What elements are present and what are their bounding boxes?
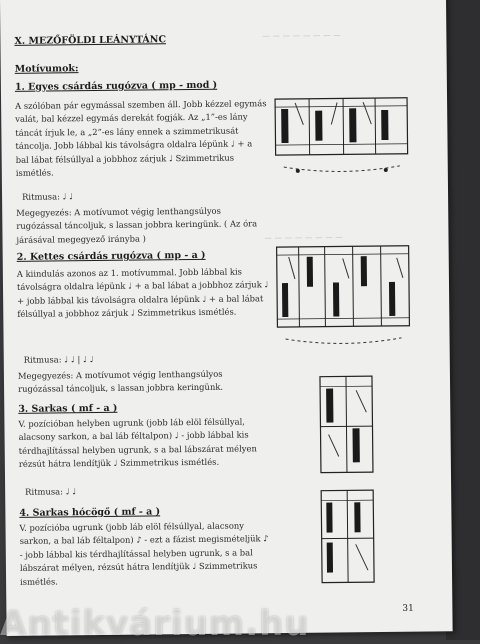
section-2-note: Megegyezés: A motívumot végig lenthangsúlyos rugózással táncoljuk, s lassan jobbra keringünk. (17, 368, 224, 395)
dance-notation-figure-1 (271, 94, 412, 185)
dance-notation-figure-2 (273, 242, 414, 355)
bleed-through-text: — — — — — — — — (262, 30, 341, 41)
section-1-heading: 1. Egyes csárdás rugózva ( mp - mod ) (14, 79, 218, 93)
section-2-heading: 2. Kettes csárdás rugózva ( mp - a ) (16, 249, 206, 263)
dance-notation-figure-3 (316, 372, 377, 477)
section-2-body: A kiindulás azonos az 1. motívummal. Jobb lábbal kis távolságra oldalra lépünk ♩ + a bal lábat a jobbhoz zárjuk ♩ + jobb lábbal kis távolságra oldalra lépünk ♩ + a bal lábat félsúllyal a jobbhoz zárjuk ♩ Szimmetrikus ismétlés. (16, 266, 269, 320)
section-1-body: A szólóban pár egymással szemben áll. Jobb kézzel egymás valát, bal kézzel egymás derekát fogják. Az „1”-es lány táncát írjuk le, a „2”-es lány ennek a szimmetrikusát táncolja. Jobb lábbal kis távolságra oldalra lépünk ♩ + a bal lábat félsúllyal a jobbhoz zárjuk ♩ Szimmetrikus ismétlés. (15, 98, 267, 178)
section-3-heading: 3. Sarkas ( mf - a ) (18, 402, 118, 415)
section-2-rhythm: Ritmusa: ♩ ♩ | ♩ ♩ (23, 354, 94, 365)
section-4-body: V. pozícióba ugrunk (jobb láb elöl félsúllyal, alacsony sarkon, a bal láb féltalpon) ♪ - ezt a fázist megismételjük ♪ - jobb lábbal kis térdhajlítással helyben ugrunk, s a bal lábszárat mélyen, rézsút hátra lendítjük ♩ Szimmetrikus ismétlés. (19, 520, 269, 587)
section-4-heading: 4. Sarkas hócögő ( mf - a ) (19, 506, 161, 519)
page-title: X. MEZŐFÖLDI LEÁNYTÁNC (14, 34, 167, 47)
dance-notation-figure-4 (317, 486, 378, 587)
page-number: 31 (402, 603, 414, 614)
section-1-rhythm: Ritmusa: ♩ ♩ (22, 191, 74, 202)
section-3-body: V. pozícióban helyben ugrunk (jobb láb elöl félsúllyal, alacsony sarkon, a bal láb féltalpon) ♩ - jobb lábbal kis térdhajlítással helyben ugrunk, s a bal lábszárat mélyen rézsút hátra lendítjük ♩ Szimmetrikus ismétlés. (18, 416, 257, 470)
section-1-note: Megegyezés: A motívumot végig lenthangsúlyos rugózással táncoljuk, s lassan jobbra keringünk. ( Az óra járásával megegyező irányba ) (16, 205, 258, 245)
watermark: Antikvárium.hu (0, 604, 310, 644)
bleed-through-text: — — — — — — — — (264, 232, 343, 243)
motives-heading: Motívumok: (14, 63, 79, 75)
section-3-rhythm: Ritmusa: ♩ ♩ (25, 486, 77, 497)
